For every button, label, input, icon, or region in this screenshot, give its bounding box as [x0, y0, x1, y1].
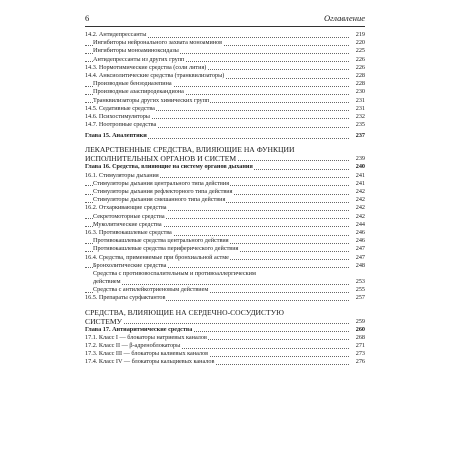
- toc-entry-page: 241: [352, 180, 365, 188]
- toc-entry: [85, 342, 365, 350]
- toc-entry-title: 14.7. Ноотропные средства: [85, 121, 157, 129]
- toc-entry-page: 260: [352, 326, 365, 334]
- toc-entry-page: 242: [352, 196, 365, 204]
- toc-entry-title: 16.1. Стимуляторы дыхания: [85, 171, 159, 179]
- toc-entry-page: 225: [352, 47, 365, 55]
- toc-entry: [85, 113, 365, 121]
- toc-entry-multiline: [85, 270, 365, 286]
- toc-entry-title: Стимуляторы дыхания рефлекторного типа действия: [93, 188, 233, 195]
- toc-part-heading-1: [85, 145, 365, 163]
- toc-entry-page: 255: [352, 286, 365, 294]
- toc-entry-title: 16.3. Противокашлевые средства: [85, 228, 172, 236]
- part-title-line-1: СРЕДСТВА, ВЛИЯЮЩИЕ НА СЕРДЕЧНО-СОСУДИСТУЮ: [85, 307, 284, 317]
- section-name: Оглавление: [323, 13, 365, 23]
- toc-entry-page: 231: [352, 97, 365, 105]
- toc-entry-title: Транквилизаторы других химических групп: [93, 96, 210, 104]
- toc-entry: [85, 350, 365, 358]
- toc-entry-title: 14.2. Антидепрессанты: [85, 31, 147, 38]
- toc-entry-page: 273: [352, 350, 365, 358]
- toc-entry: [85, 188, 365, 196]
- toc-entry-page: 240: [352, 163, 365, 171]
- toc-entry: [85, 221, 365, 229]
- toc-entry: [85, 213, 365, 221]
- toc-entry: [85, 229, 365, 237]
- toc-entry-title: Муколитические средства: [93, 220, 162, 228]
- table-of-contents: [85, 31, 365, 367]
- toc-entry-title: Ингибиторы моноаминоксидазы: [93, 47, 179, 55]
- toc-entry-page: 237: [352, 132, 365, 140]
- toc-entry-page: 231: [352, 105, 365, 113]
- toc-entry: [85, 97, 365, 105]
- toc-entry: [85, 358, 365, 366]
- toc-part-heading-2: [85, 308, 365, 326]
- part-title-line-1: ЛЕКАРСТВЕННЫЕ СРЕДСТВА, ВЛИЯЮЩИЕ НА ФУНКЦИИ: [85, 145, 295, 155]
- toc-entry-title: Стимуляторы дыхания центрального типа действия: [93, 179, 230, 187]
- toc-entry-page: 228: [352, 80, 365, 88]
- part-page: 259: [355, 317, 365, 325]
- toc-entry-page: 219: [352, 31, 365, 39]
- toc-entry-page: 242: [352, 188, 365, 196]
- toc-entry-page: 242: [352, 204, 365, 212]
- toc-entry-page: 226: [352, 56, 365, 64]
- toc-entry-page: 257: [352, 294, 365, 302]
- toc-entry: [85, 56, 365, 64]
- toc-entry-page: 226: [352, 64, 365, 72]
- toc-entry-page: 246: [352, 229, 365, 237]
- toc-entry: [85, 64, 365, 72]
- toc-entry: [85, 31, 365, 39]
- toc-entry-title: Глава 16. Средства, влияющие на систему органов дыхания: [85, 163, 253, 171]
- toc-entry-page: 235: [352, 121, 365, 129]
- toc-group-4: [85, 326, 365, 367]
- toc-entry-title: 17.2. Класс II — β-адреноблокаторы: [85, 342, 181, 350]
- toc-entry-title: Антидепрессанты из других групп: [93, 55, 185, 63]
- toc-entry: [85, 172, 365, 180]
- header-rule: [85, 26, 365, 27]
- toc-entry: [85, 237, 365, 245]
- toc-entry-page: 220: [352, 39, 365, 47]
- toc-entry: [85, 254, 365, 262]
- toc-entry-title: Секретомоторные средства: [93, 212, 165, 220]
- toc-entry: [85, 88, 365, 96]
- toc-entry-page: 253: [355, 278, 365, 286]
- toc-entry-title: 14.6. Психостимуляторы: [85, 112, 150, 120]
- toc-entry-title: 16.5. Препараты сурфактантов: [85, 294, 166, 302]
- toc-entry: [85, 286, 365, 294]
- toc-entry-page: 232: [352, 113, 365, 121]
- toc-entry: [85, 163, 365, 171]
- page-number: 6: [85, 13, 90, 23]
- toc-entry-title: Ингибиторы нейронального захвата моноаминов: [93, 39, 223, 47]
- toc-entry: [85, 334, 365, 342]
- toc-entry-title: 16.2. Отхаркивающие средства: [85, 204, 167, 212]
- toc-entry-title: Глава 17. Антиаритмические средства: [85, 325, 193, 333]
- toc-entry: [85, 245, 365, 253]
- toc-group-3: [85, 286, 365, 302]
- toc-entry-page: 247: [352, 245, 365, 253]
- toc-entry-line-1: Средства с противовоспалительным и противоаллергическим: [93, 269, 256, 277]
- toc-entry-page: 276: [352, 358, 365, 366]
- toc-entry-title: 17.3. Класс III — блокаторы калиевых каналов: [85, 350, 209, 358]
- toc-entry: [85, 105, 365, 113]
- toc-entry-page: 247: [352, 254, 365, 262]
- toc-group-2: [85, 163, 365, 269]
- toc-entry: [85, 47, 365, 55]
- toc-entry: [85, 80, 365, 88]
- part-title-line-2: СИСТЕМУ: [85, 316, 123, 326]
- toc-entry: [85, 326, 365, 334]
- toc-entry-page: 248: [352, 262, 365, 270]
- toc-entry-page: 244: [352, 221, 365, 229]
- toc-entry-title: 14.5. Седативные средства: [85, 104, 155, 112]
- toc-entry-page: 246: [352, 237, 365, 245]
- toc-entry: [85, 39, 365, 47]
- toc-entry-title: Производные азаспиродекандиона: [93, 88, 184, 96]
- toc-entry: [85, 262, 365, 270]
- toc-entry-page: 271: [352, 342, 365, 350]
- toc-entry: [85, 72, 365, 80]
- toc-entry: [85, 180, 365, 188]
- toc-entry-title: 14.4. Анксиолитические средства (транквилизаторы): [85, 71, 225, 79]
- toc-entry-title: Производные бензодиазепина: [93, 80, 172, 88]
- toc-entry-title: Стимуляторы дыхания смешанного типа действия: [93, 196, 226, 204]
- toc-entry-title: Средства с антилейкотриеновым действием: [93, 286, 209, 294]
- toc-entry-page: 228: [352, 72, 365, 80]
- toc-entry-page: 241: [352, 172, 365, 180]
- toc-entry: [85, 121, 365, 129]
- toc-entry-title: Глава 15. Аналептики: [85, 132, 147, 140]
- toc-entry-page: 242: [352, 213, 365, 221]
- toc-entry-page: 230: [352, 88, 365, 96]
- toc-entry-page: 268: [352, 334, 365, 342]
- toc-entry-title: Противокашлевые средства периферического действия: [93, 245, 239, 253]
- toc-entry-title: 14.3. Нормотимические средства (соли лития): [85, 63, 207, 71]
- toc-entry-chapter-15: [85, 132, 365, 140]
- toc-entry: [85, 204, 365, 212]
- toc-entry-title: Противокашлевые средства центрального действия: [93, 237, 229, 245]
- toc-entry-title: 17.4. Класс IV — блокаторы кальциевых каналов: [85, 358, 215, 366]
- running-header: [85, 12, 365, 24]
- toc-entry: [85, 196, 365, 204]
- toc-entry: [85, 294, 365, 302]
- toc-group-1: [85, 31, 365, 129]
- toc-entry-title: 17.1. Класс I — блокаторы натриевых каналов: [85, 333, 207, 341]
- toc-entry-title: 16.4. Средства, применяемые при бронхиальной астме: [85, 253, 229, 261]
- part-title-line-2: ИСПОЛНИТЕЛЬНЫХ ОРГАНОВ И СИСТЕМ: [85, 154, 237, 164]
- toc-entry-line-2: действием: [85, 278, 122, 285]
- toc-entry-title: Бронхолитические средства: [93, 261, 167, 269]
- part-page: 239: [355, 155, 365, 163]
